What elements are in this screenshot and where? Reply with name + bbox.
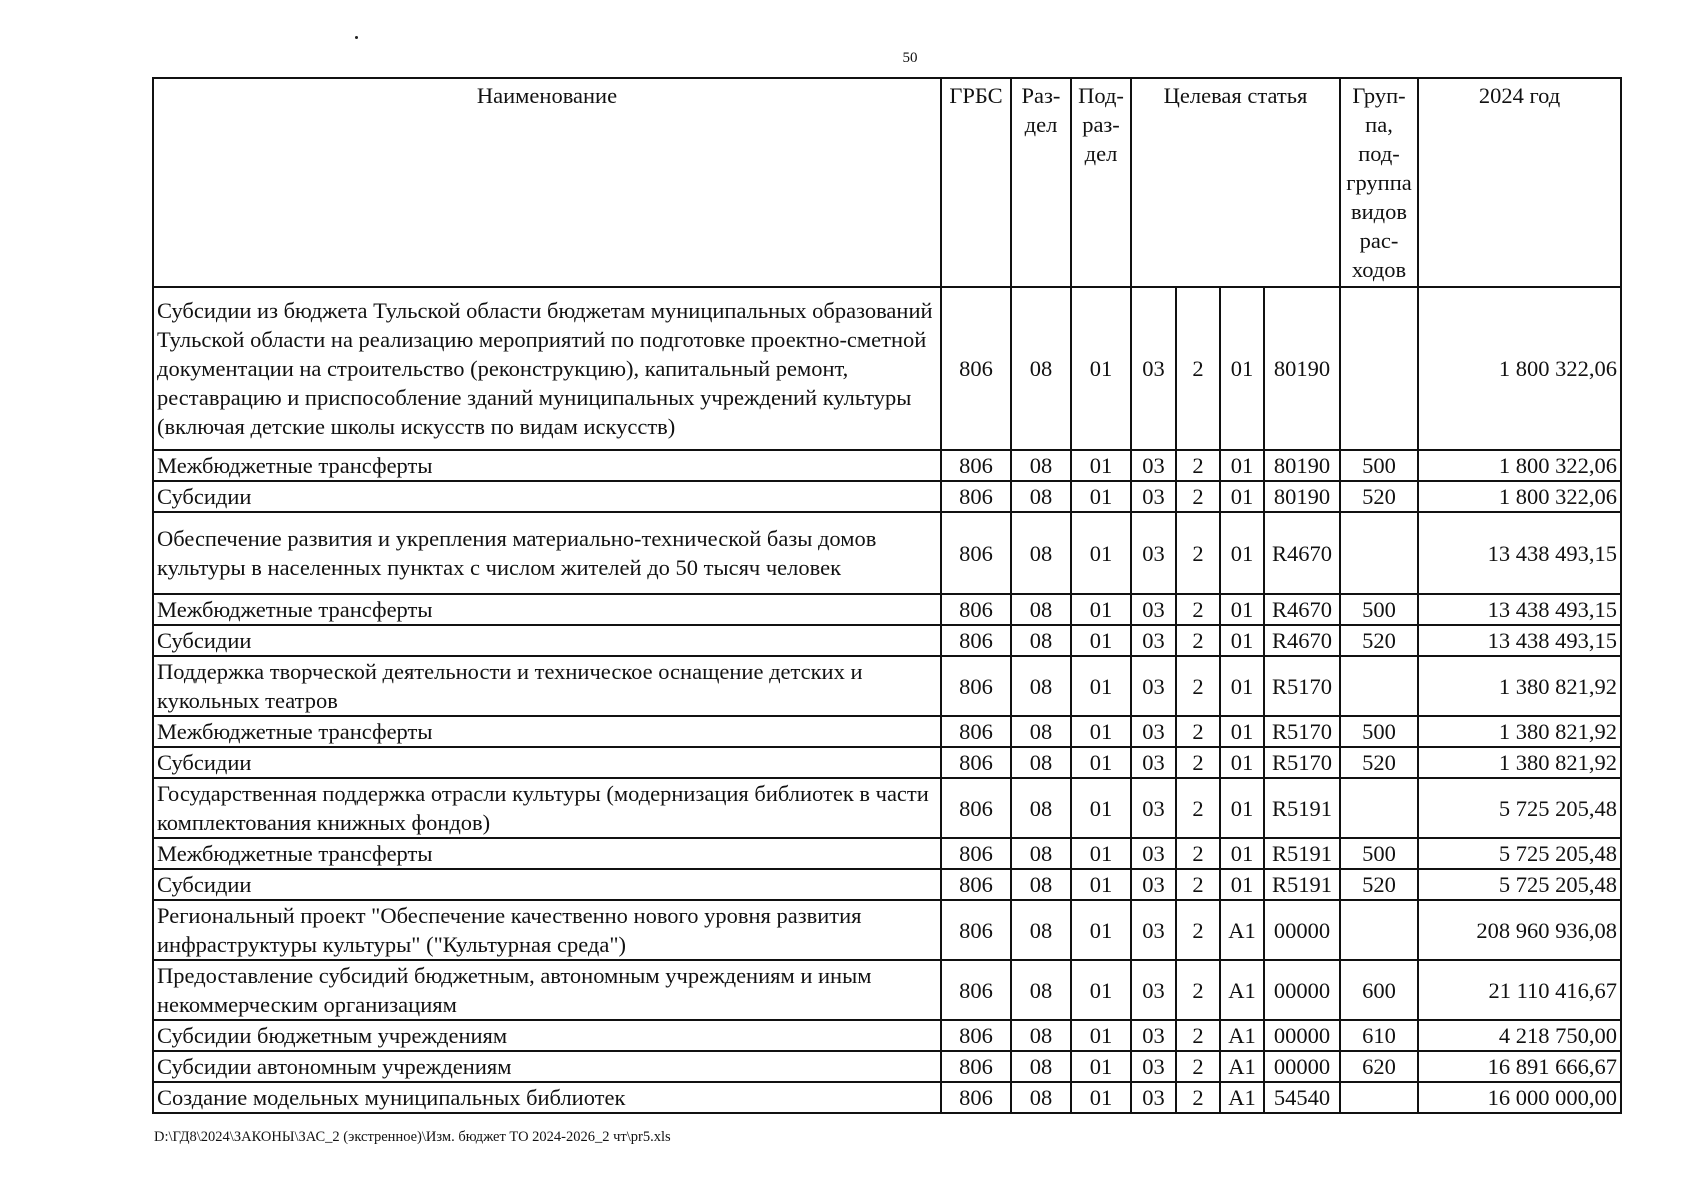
row-cs-direction: R5170 (1264, 656, 1340, 716)
row-name: Субсидии (153, 625, 941, 656)
row-cs-program: 03 (1131, 838, 1176, 869)
row-podrazdel: 01 (1071, 1020, 1131, 1051)
table-row (153, 287, 1621, 450)
row-amount-2024: 1 800 322,06 (1418, 287, 1621, 450)
header-razdel: Раз- дел (1011, 78, 1071, 287)
row-cs-subprogram: A1 (1220, 960, 1264, 1020)
table-row (153, 869, 1621, 900)
table-row (153, 1082, 1621, 1113)
row-cs-subprogram: 01 (1220, 481, 1264, 512)
row-podrazdel: 01 (1071, 450, 1131, 481)
row-cs-program: 03 (1131, 594, 1176, 625)
row-razdel: 08 (1011, 778, 1071, 838)
table-header-row (153, 78, 1621, 287)
table-row (153, 838, 1621, 869)
row-vid-rashodov (1340, 900, 1418, 960)
row-name: Межбюджетные трансферты (153, 838, 941, 869)
row-grbs: 806 (941, 838, 1011, 869)
row-cs-program: 03 (1131, 481, 1176, 512)
row-amount-2024: 13 438 493,15 (1418, 625, 1621, 656)
row-amount-2024: 13 438 493,15 (1418, 594, 1621, 625)
row-amount-2024: 208 960 936,08 (1418, 900, 1621, 960)
header-gruppa-vidov-rashodov: Груп- па, под- группа видов рас- ходов (1340, 78, 1418, 287)
row-cs-type: 2 (1176, 594, 1220, 625)
row-amount-2024: 5 725 205,48 (1418, 869, 1621, 900)
row-cs-type: 2 (1176, 716, 1220, 747)
row-cs-type: 2 (1176, 900, 1220, 960)
row-cs-type: 2 (1176, 960, 1220, 1020)
row-cs-type: 2 (1176, 656, 1220, 716)
row-grbs: 806 (941, 450, 1011, 481)
row-cs-direction: 54540 (1264, 1082, 1340, 1113)
row-cs-type: 2 (1176, 1051, 1220, 1082)
row-cs-subprogram: 01 (1220, 838, 1264, 869)
table-row (153, 716, 1621, 747)
row-amount-2024: 1 380 821,92 (1418, 716, 1621, 747)
row-name: Межбюджетные трансферты (153, 716, 941, 747)
row-cs-subprogram: 01 (1220, 450, 1264, 481)
row-podrazdel: 01 (1071, 656, 1131, 716)
row-amount-2024: 5 725 205,48 (1418, 778, 1621, 838)
row-cs-subprogram: 01 (1220, 287, 1264, 450)
row-cs-type: 2 (1176, 287, 1220, 450)
row-amount-2024: 13 438 493,15 (1418, 512, 1621, 594)
row-podrazdel: 01 (1071, 778, 1131, 838)
row-razdel: 08 (1011, 450, 1071, 481)
row-grbs: 806 (941, 960, 1011, 1020)
budget-table (152, 77, 1622, 1114)
row-cs-type: 2 (1176, 512, 1220, 594)
row-podrazdel: 01 (1071, 1082, 1131, 1113)
row-cs-program: 03 (1131, 960, 1176, 1020)
table-row (153, 481, 1621, 512)
table-row (153, 656, 1621, 716)
row-vid-rashodov (1340, 512, 1418, 594)
row-cs-program: 03 (1131, 625, 1176, 656)
row-grbs: 806 (941, 869, 1011, 900)
row-cs-direction: 00000 (1264, 960, 1340, 1020)
row-cs-subprogram: 01 (1220, 512, 1264, 594)
row-podrazdel: 01 (1071, 1051, 1131, 1082)
row-name: Предоставление субсидий бюджетным, автономным учреждениям и иным некоммерческим организациям (153, 960, 941, 1020)
row-name: Региональный проект "Обеспечение качественно нового уровня развития инфраструктуры культуры" ("Культурная среда") (153, 900, 941, 960)
row-name: Субсидии бюджетным учреждениям (153, 1020, 941, 1051)
row-razdel: 08 (1011, 287, 1071, 450)
row-cs-type: 2 (1176, 778, 1220, 838)
row-cs-direction: R5170 (1264, 716, 1340, 747)
row-vid-rashodov: 600 (1340, 960, 1418, 1020)
row-cs-program: 03 (1131, 747, 1176, 778)
table-body (153, 287, 1621, 1113)
table-row (153, 778, 1621, 838)
row-cs-program: 03 (1131, 1020, 1176, 1051)
row-name: Создание модельных муниципальных библиотек (153, 1082, 941, 1113)
table-row (153, 900, 1621, 960)
row-vid-rashodov: 620 (1340, 1051, 1418, 1082)
table-row (153, 450, 1621, 481)
row-podrazdel: 01 (1071, 287, 1131, 450)
row-grbs: 806 (941, 625, 1011, 656)
table-row (153, 1051, 1621, 1082)
row-razdel: 08 (1011, 838, 1071, 869)
row-grbs: 806 (941, 1051, 1011, 1082)
row-grbs: 806 (941, 900, 1011, 960)
row-vid-rashodov: 500 (1340, 716, 1418, 747)
row-amount-2024: 1 380 821,92 (1418, 747, 1621, 778)
row-name: Государственная поддержка отрасли культуры (модернизация библиотек в части комплектования книжных фондов) (153, 778, 941, 838)
row-grbs: 806 (941, 716, 1011, 747)
row-grbs: 806 (941, 481, 1011, 512)
row-cs-type: 2 (1176, 625, 1220, 656)
row-cs-type: 2 (1176, 1082, 1220, 1113)
row-podrazdel: 01 (1071, 960, 1131, 1020)
header-grbs: ГРБС (941, 78, 1011, 287)
row-cs-type: 2 (1176, 747, 1220, 778)
row-grbs: 806 (941, 778, 1011, 838)
row-cs-type: 2 (1176, 838, 1220, 869)
row-amount-2024: 1 800 322,06 (1418, 450, 1621, 481)
row-razdel: 08 (1011, 747, 1071, 778)
row-amount-2024: 1 380 821,92 (1418, 656, 1621, 716)
row-cs-direction: R5191 (1264, 869, 1340, 900)
row-cs-type: 2 (1176, 1020, 1220, 1051)
row-podrazdel: 01 (1071, 869, 1131, 900)
row-name: Обеспечение развития и укрепления материально-технической базы домов культуры в населенных пунктах с числом жителей до 50 тысяч человек (153, 512, 941, 594)
row-amount-2024: 4 218 750,00 (1418, 1020, 1621, 1051)
row-vid-rashodov: 500 (1340, 594, 1418, 625)
row-cs-type: 2 (1176, 869, 1220, 900)
row-vid-rashodov: 520 (1340, 747, 1418, 778)
row-cs-subprogram: A1 (1220, 1082, 1264, 1113)
row-podrazdel: 01 (1071, 594, 1131, 625)
row-amount-2024: 16 891 666,67 (1418, 1051, 1621, 1082)
row-grbs: 806 (941, 594, 1011, 625)
table-row (153, 960, 1621, 1020)
row-cs-direction: R4670 (1264, 594, 1340, 625)
table-row (153, 747, 1621, 778)
row-razdel: 08 (1011, 1051, 1071, 1082)
row-name: Субсидии автономным учреждениям (153, 1051, 941, 1082)
row-razdel: 08 (1011, 481, 1071, 512)
row-razdel: 08 (1011, 900, 1071, 960)
row-podrazdel: 01 (1071, 838, 1131, 869)
row-podrazdel: 01 (1071, 512, 1131, 594)
row-cs-direction: R5170 (1264, 747, 1340, 778)
row-cs-subprogram: A1 (1220, 1020, 1264, 1051)
row-name: Межбюджетные трансферты (153, 450, 941, 481)
row-vid-rashodov (1340, 287, 1418, 450)
row-grbs: 806 (941, 512, 1011, 594)
row-cs-subprogram: 01 (1220, 716, 1264, 747)
row-cs-program: 03 (1131, 512, 1176, 594)
row-amount-2024: 1 800 322,06 (1418, 481, 1621, 512)
table-row (153, 625, 1621, 656)
page-number: 50 (902, 50, 918, 66)
row-podrazdel: 01 (1071, 716, 1131, 747)
row-cs-direction: R4670 (1264, 512, 1340, 594)
row-grbs: 806 (941, 287, 1011, 450)
row-cs-direction: R5191 (1264, 778, 1340, 838)
row-razdel: 08 (1011, 594, 1071, 625)
row-cs-program: 03 (1131, 656, 1176, 716)
row-vid-rashodov: 520 (1340, 625, 1418, 656)
row-cs-subprogram: 01 (1220, 869, 1264, 900)
row-cs-program: 03 (1131, 900, 1176, 960)
header-tselevaya-statya: Целевая статья (1131, 78, 1340, 287)
row-cs-subprogram: 01 (1220, 778, 1264, 838)
row-cs-subprogram: A1 (1220, 1051, 1264, 1082)
row-cs-program: 03 (1131, 716, 1176, 747)
footer-file-path: D:\ГД8\2024\ЗАКОНЫ\ЗАС_2 (экстренное)\Изм. бюджет ТО 2024-2026_2 чт\pr5.xls (154, 1129, 671, 1145)
row-vid-rashodov (1340, 656, 1418, 716)
row-razdel: 08 (1011, 625, 1071, 656)
row-name: Межбюджетные трансферты (153, 594, 941, 625)
scan-speck (355, 36, 358, 39)
row-cs-direction: 00000 (1264, 900, 1340, 960)
row-amount-2024: 5 725 205,48 (1418, 838, 1621, 869)
row-name: Субсидии (153, 747, 941, 778)
row-vid-rashodov (1340, 778, 1418, 838)
row-cs-program: 03 (1131, 450, 1176, 481)
row-amount-2024: 16 000 000,00 (1418, 1082, 1621, 1113)
row-razdel: 08 (1011, 512, 1071, 594)
row-name: Субсидии из бюджета Тульской области бюджетам муниципальных образований Тульской области на реализацию мероприятий по подготовке проектно-сметной документации на строительство (реконструкцию), капитальный ремонт, реставрацию и приспособление зданий муниципальных учреждений культуры (включая детские школы искусств по видам искусств) (153, 287, 941, 450)
row-vid-rashodov: 520 (1340, 481, 1418, 512)
row-cs-direction: 80190 (1264, 450, 1340, 481)
row-cs-program: 03 (1131, 1082, 1176, 1113)
row-amount-2024: 21 110 416,67 (1418, 960, 1621, 1020)
row-cs-direction: R4670 (1264, 625, 1340, 656)
row-cs-direction: 80190 (1264, 287, 1340, 450)
row-cs-direction: 00000 (1264, 1020, 1340, 1051)
row-vid-rashodov (1340, 1082, 1418, 1113)
row-cs-program: 03 (1131, 778, 1176, 838)
row-razdel: 08 (1011, 656, 1071, 716)
row-razdel: 08 (1011, 1082, 1071, 1113)
row-cs-program: 03 (1131, 1051, 1176, 1082)
row-cs-type: 2 (1176, 481, 1220, 512)
row-cs-program: 03 (1131, 287, 1176, 450)
row-cs-direction: 80190 (1264, 481, 1340, 512)
row-podrazdel: 01 (1071, 481, 1131, 512)
row-podrazdel: 01 (1071, 625, 1131, 656)
table-row (153, 594, 1621, 625)
row-razdel: 08 (1011, 869, 1071, 900)
row-grbs: 806 (941, 1082, 1011, 1113)
row-cs-subprogram: 01 (1220, 625, 1264, 656)
row-vid-rashodov: 520 (1340, 869, 1418, 900)
row-podrazdel: 01 (1071, 900, 1131, 960)
row-name: Субсидии (153, 481, 941, 512)
header-year-2024: 2024 год (1418, 78, 1621, 287)
row-cs-program: 03 (1131, 869, 1176, 900)
row-grbs: 806 (941, 747, 1011, 778)
row-cs-direction: 00000 (1264, 1051, 1340, 1082)
row-vid-rashodov: 500 (1340, 450, 1418, 481)
row-name: Субсидии (153, 869, 941, 900)
row-razdel: 08 (1011, 716, 1071, 747)
table-row (153, 1020, 1621, 1051)
row-grbs: 806 (941, 1020, 1011, 1051)
row-razdel: 08 (1011, 1020, 1071, 1051)
table-row (153, 512, 1621, 594)
row-cs-subprogram: 01 (1220, 594, 1264, 625)
row-razdel: 08 (1011, 960, 1071, 1020)
row-cs-subprogram: 01 (1220, 656, 1264, 716)
header-podrazdel: Под- раз- дел (1071, 78, 1131, 287)
row-cs-subprogram: 01 (1220, 747, 1264, 778)
row-name: Поддержка творческой деятельности и техническое оснащение детских и кукольных театров (153, 656, 941, 716)
row-vid-rashodov: 610 (1340, 1020, 1418, 1051)
row-podrazdel: 01 (1071, 747, 1131, 778)
row-cs-type: 2 (1176, 450, 1220, 481)
row-grbs: 806 (941, 656, 1011, 716)
row-cs-direction: R5191 (1264, 838, 1340, 869)
row-vid-rashodov: 500 (1340, 838, 1418, 869)
row-cs-subprogram: A1 (1220, 900, 1264, 960)
header-name: Наименование (153, 78, 941, 287)
